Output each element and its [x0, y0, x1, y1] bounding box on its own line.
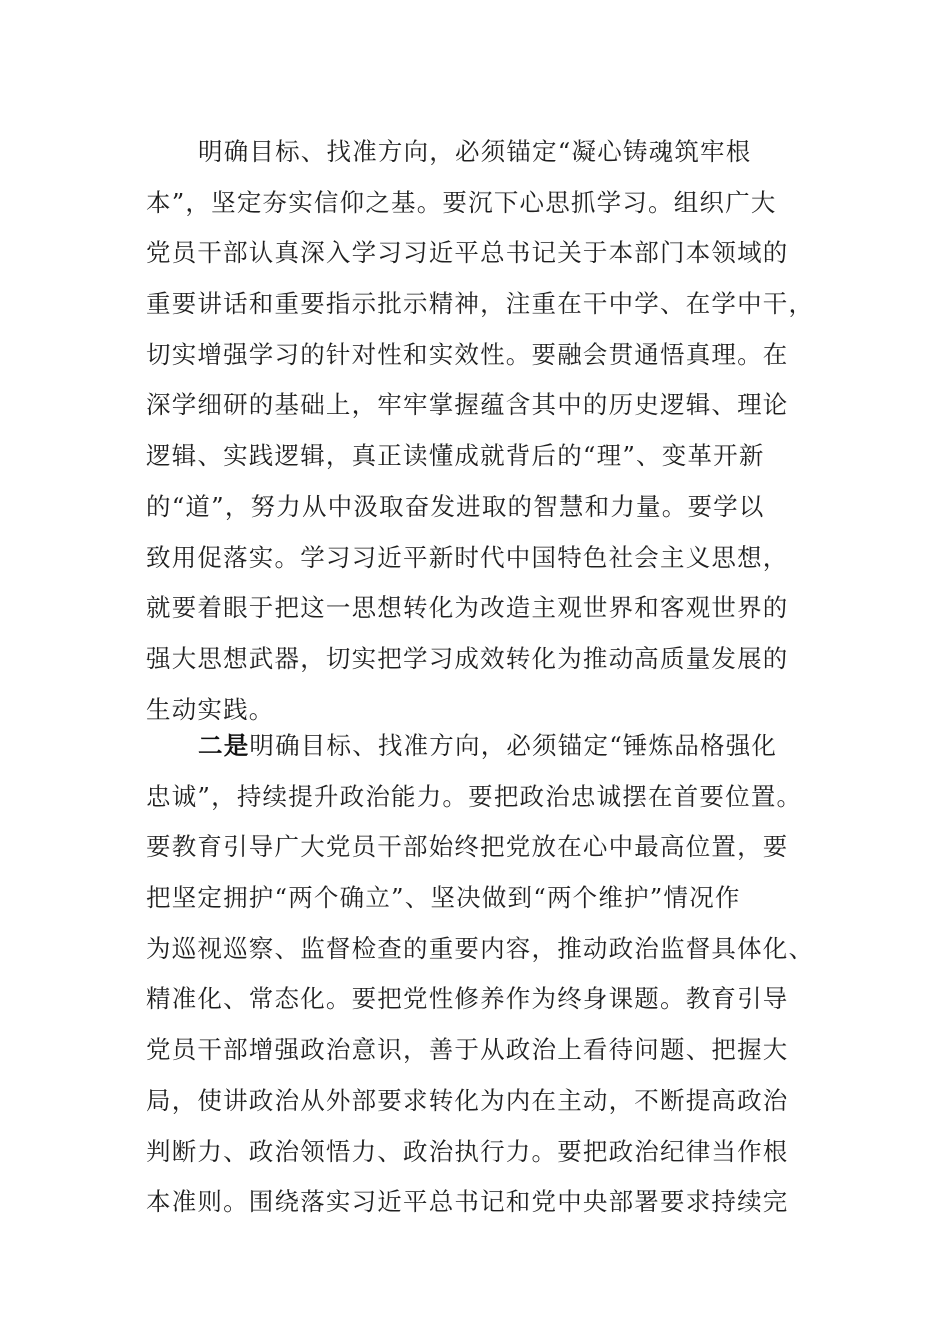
text-line: 把坚定拥护“两个确立”、坚决做到“两个维护”情况作	[146, 883, 741, 913]
text-line: 为巡视巡察、监督检查的重要内容，推动政治监督具体化、	[146, 933, 815, 963]
text-line: 党员干部增强政治意识，善于从政治上看待问题、把握大	[146, 1035, 789, 1065]
text-line: 的“道”，努力从中汲取奋发进取的智慧和力量。要学以	[146, 491, 765, 521]
text-line: 明确目标、找准方向，必须锚定“凝心铸魂筑牢根	[198, 137, 752, 166]
text-line: 切实增强学习的针对性和实效性。要融会贯通悟真理。在	[146, 339, 789, 369]
text-line: 就要着眼于把这一思想转化为改造主观世界和客观世界的	[146, 593, 789, 623]
text-line: 本”，坚定夯实信仰之基。要沉下心思抓学习。组织广大	[146, 187, 777, 217]
paragraph-1	[146, 127, 815, 735]
text-line: 局，使讲政治从外部要求转化为内在主动，不断提高政治	[146, 1085, 789, 1115]
text-line: 生动实践。	[146, 694, 275, 724]
text-line: 精准化、常态化。要把党性修养作为终身课题。教育引导	[146, 984, 789, 1014]
text-line: 判断力、政治领悟力、政治执行力。要把政治纪律当作根	[146, 1136, 789, 1166]
paragraph-2	[146, 721, 815, 1228]
text-line: 要教育引导广大党员干部始终把党放在心中最高位置，要	[146, 832, 789, 862]
text-line: 逻辑、实践逻辑，真正读懂成就背后的“理”、变革开新	[146, 441, 765, 471]
text-line: 党员干部认真深入学习习近平总书记关于本部门本领域的	[146, 238, 789, 268]
text-line: 强大思想武器，切实把学习成效转化为推动高质量发展的	[146, 643, 789, 673]
text-line: 深学细研的基础上，牢牢掌握蕴含其中的历史逻辑、理论	[146, 390, 789, 420]
text-line-rest: 明确目标、找准方向，必须锚定“锤炼品格强化	[249, 731, 778, 760]
text-line: 忠诚”，持续提升政治能力。要把政治忠诚摆在首要位置。	[146, 781, 803, 811]
text-line: 致用促落实。学习习近平新时代中国特色社会主义思想，	[146, 542, 789, 572]
text-line: 本准则。围绕落实习近平总书记和党中央部署要求持续完	[146, 1187, 789, 1217]
text-line: 重要讲话和重要指示批示精神，注重在干中学、在学中干，	[146, 289, 815, 319]
paragraph-lead: 二是	[198, 731, 250, 760]
text-line	[146, 721, 806, 772]
